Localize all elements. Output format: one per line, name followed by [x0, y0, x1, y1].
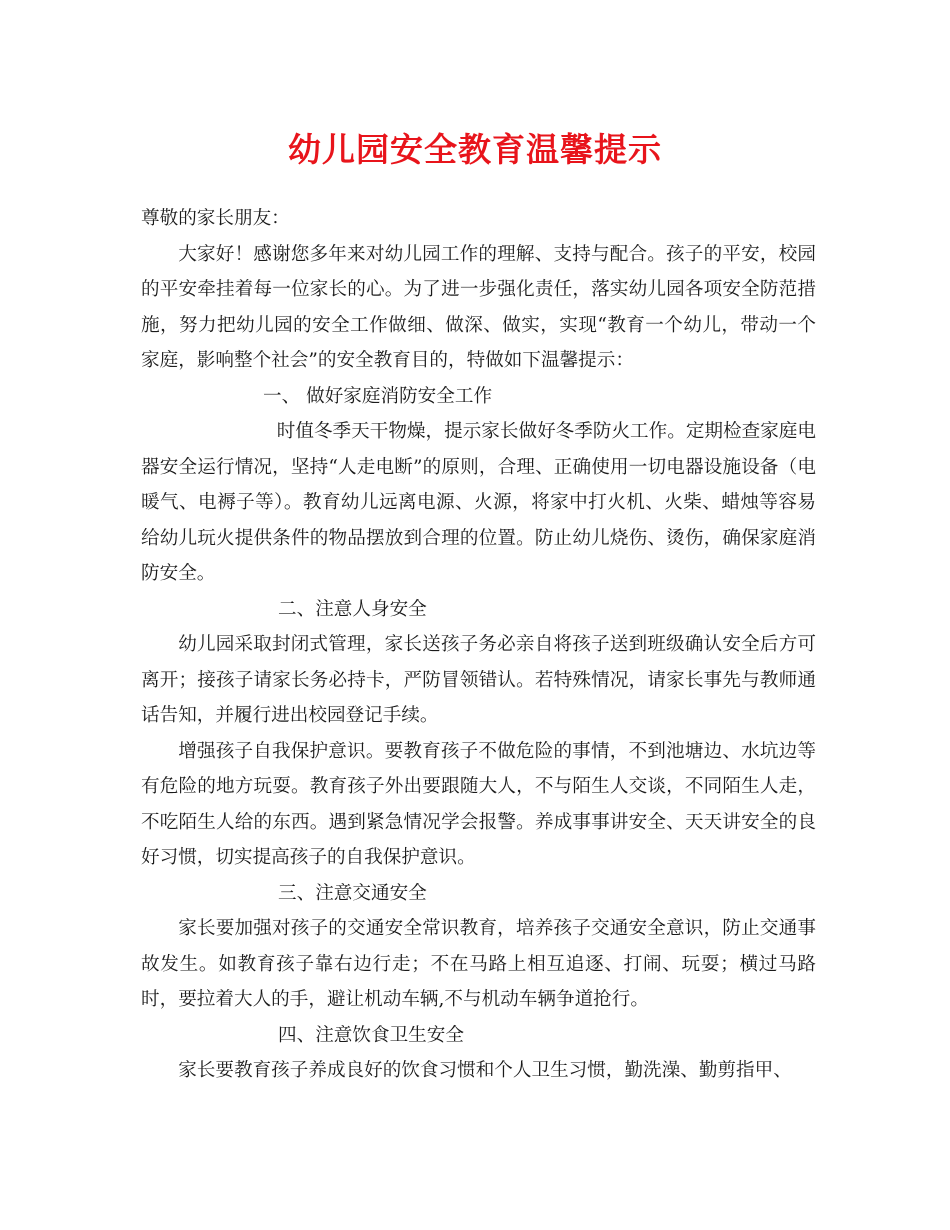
section-paragraph: 增强孩子自我保护意识。要教育孩子不做危险的事情，不到池塘边、水坑边等有危险的地方玩耍。教育孩子外出要跟随大人，不与陌生人交谈，不同陌生人走，不吃陌生人给的东西。遇到紧急情况学会报警。养成事事讲安全、天天讲安全的良好习惯，切实提高孩子的自我保护意识。: [141, 740, 816, 868]
document-title: 幼儿园安全教育温馨提示: [288, 130, 662, 169]
section-paragraph: 幼儿园采取封闭式管理，家长送孩子务必亲自将孩子送到班级确认安全后方可离开；接孩子请家长务必持卡，严防冒领错认。若特殊情况，请家长事先与教师通话告知，并履行进出校园登记手续。: [141, 634, 816, 726]
section-heading-food-hygiene: 四、注意饮食卫生安全: [278, 1024, 464, 1046]
section-heading-personal-safety: 二、注意人身安全: [278, 598, 427, 620]
section-heading-traffic-safety: 三、注意交通安全: [278, 882, 427, 904]
section-paragraph: 家长要教育孩子养成良好的饮食习惯和个人卫生习惯，勤洗澡、勤剪指甲、: [178, 1060, 792, 1081]
intro-paragraph: 大家好！感谢您多年来对幼儿园工作的理解、支持与配合。孩子的平安，校园的平安牵挂着每一位家长的心。为了进一步强化责任，落实幼儿园各项安全防范措施，努力把幼儿园的安全工作做细、做深、做实，实现“教育一个幼儿，带动一个家庭，影响整个社会”的安全教育目的，特做如下温馨提示：: [141, 243, 816, 371]
section-paragraph: 时值冬季天干物燥，提示家长做好冬季防火工作。定期检查家庭电器安全运行情况，坚持“人走电断”的原则，合理、正确使用一切电器设施设备（电暖气、电褥子等）。教育幼儿远离电源、火源，将家中打火机、火柴、蜡烛等容易给幼儿玩火提供条件的物品摆放到合理的位置。防止幼儿烧伤、烫伤，确保家庭消防安全。: [141, 421, 816, 584]
section-paragraph: 家长要加强对孩子的交通安全常识教育，培养孩子交通安全意识，防止交通事故发生。如教育孩子靠右边行走；不在马路上相互追逐、打闹、玩耍；横过马路时，要拉着大人的手，避让机动车辆,不与机动车辆争道抢行。: [141, 918, 816, 1010]
document-body: [141, 201, 816, 1089]
salutation: 尊敬的家长朋友：: [141, 208, 290, 229]
section-heading-fire-safety: 一、 做好家庭消防安全工作: [263, 385, 493, 407]
